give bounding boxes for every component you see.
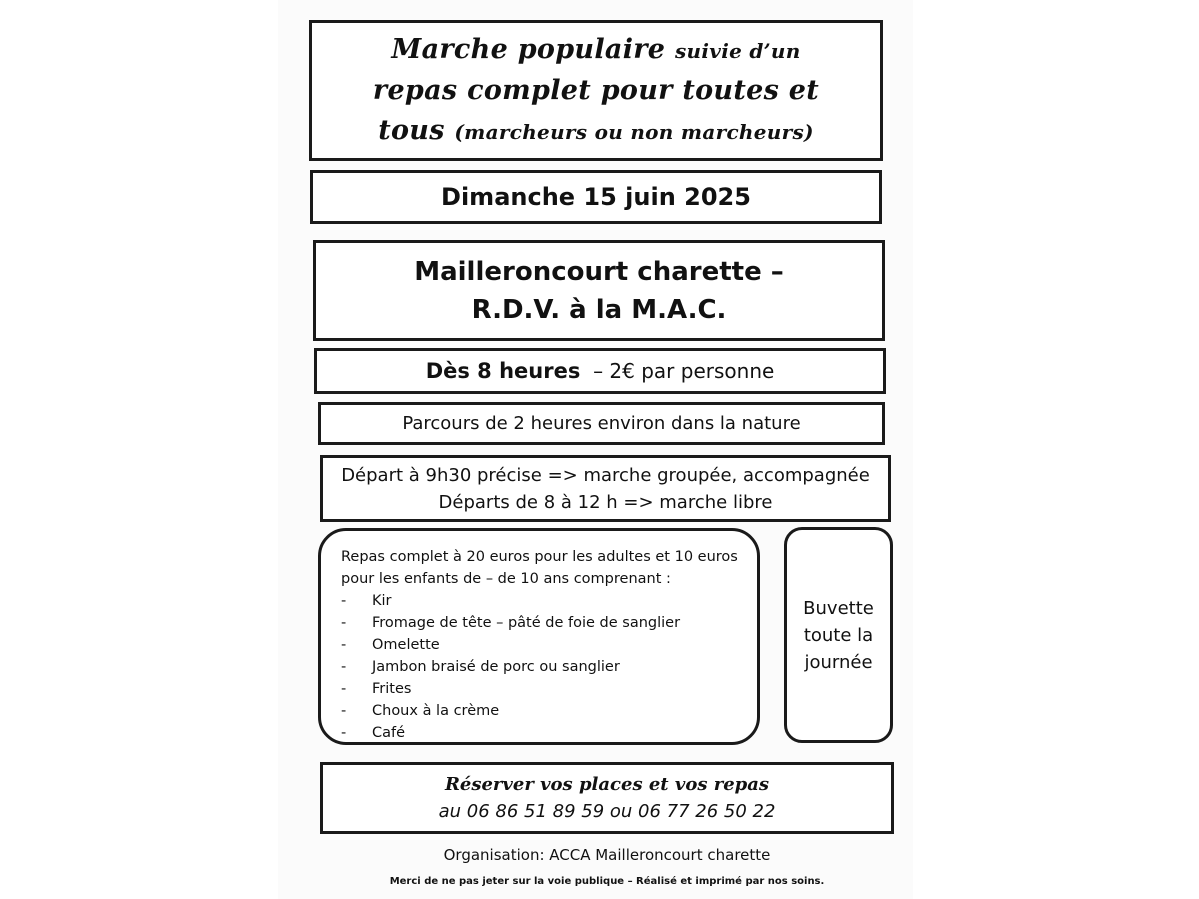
title-line-3-small: (marcheurs ou non marcheurs) [454, 119, 814, 144]
place-line-1: Mailleroncourt charette – [414, 256, 784, 287]
event-date: Dimanche 15 juin 2025 [441, 183, 751, 211]
list-dash: - [341, 615, 347, 631]
depart-line-2: Départs de 8 à 12 h => marche libre [438, 491, 773, 513]
list-dash: - [341, 637, 347, 653]
menu-list [341, 590, 680, 744]
buvette-line-3: journée [804, 651, 873, 673]
parcours-box [318, 402, 885, 445]
organisation-line: Organisation: ACCA Mailleroncourt charette [443, 846, 771, 864]
list-dash: - [341, 703, 347, 719]
menu-item-label: Choux à la crème [372, 703, 500, 719]
reservation-title: Réserver vos places et vos repas [444, 774, 770, 795]
place-box [313, 240, 885, 341]
menu-item [341, 590, 680, 612]
menu-item [341, 656, 680, 678]
place-line-2: R.D.V. à la M.A.C. [471, 294, 727, 325]
parcours-text: Parcours de 2 heures environ dans la nature [402, 413, 801, 434]
title-line-2: repas complet pour toutes et [372, 74, 820, 106]
depart-line-1: Départ à 9h30 précise => marche groupée, accompagnée [341, 464, 870, 486]
depart-box [320, 455, 891, 522]
menu-item-label: Omelette [372, 637, 440, 653]
list-dash: - [341, 659, 347, 675]
footer-note: Merci de ne pas jeter sur la voie publique – Réalisé et imprimé par nos soins. [389, 876, 825, 887]
title-line-3-main: tous [378, 114, 445, 146]
title-line-1-main: Marche populaire [391, 33, 666, 65]
date-box [310, 170, 882, 224]
menu-item [341, 678, 680, 700]
menu-item [341, 634, 680, 656]
list-dash: - [341, 681, 347, 697]
title-line-1 [391, 30, 800, 71]
title-line-1-small: suivie d’un [674, 38, 801, 63]
reservation-box [320, 762, 894, 834]
menu-intro-2: pour les enfants de – de 10 ans comprenant : [341, 571, 671, 587]
buvette-line-2: toute la [803, 624, 874, 646]
menu-item [341, 612, 680, 634]
price: – 2€ par personne [593, 359, 775, 383]
menu-item [341, 722, 680, 744]
menu-box [318, 528, 760, 745]
menu-item-label: Jambon braisé de porc ou sanglier [372, 659, 620, 675]
menu-item-label: Fromage de tête – pâté de foie de sanglier [372, 615, 681, 631]
title-line-3 [378, 111, 814, 152]
reservation-phone: au 06 86 51 89 59 ou 06 77 26 50 22 [438, 801, 776, 822]
time-box [314, 348, 886, 394]
menu-item-label: Frites [372, 681, 412, 697]
buvette-line-1: Buvette [803, 597, 874, 619]
list-dash: - [341, 725, 347, 741]
start-time: Dès 8 heures [425, 359, 581, 383]
title-box [309, 20, 883, 161]
menu-intro-1: Repas complet à 20 euros pour les adultes et 10 euros [341, 549, 738, 565]
time-price-line [426, 359, 775, 383]
menu-item-label: Kir [372, 593, 392, 609]
buvette-box [784, 527, 893, 743]
menu-item-label: Café [372, 725, 406, 741]
menu-item [341, 700, 680, 722]
list-dash: - [341, 593, 347, 609]
